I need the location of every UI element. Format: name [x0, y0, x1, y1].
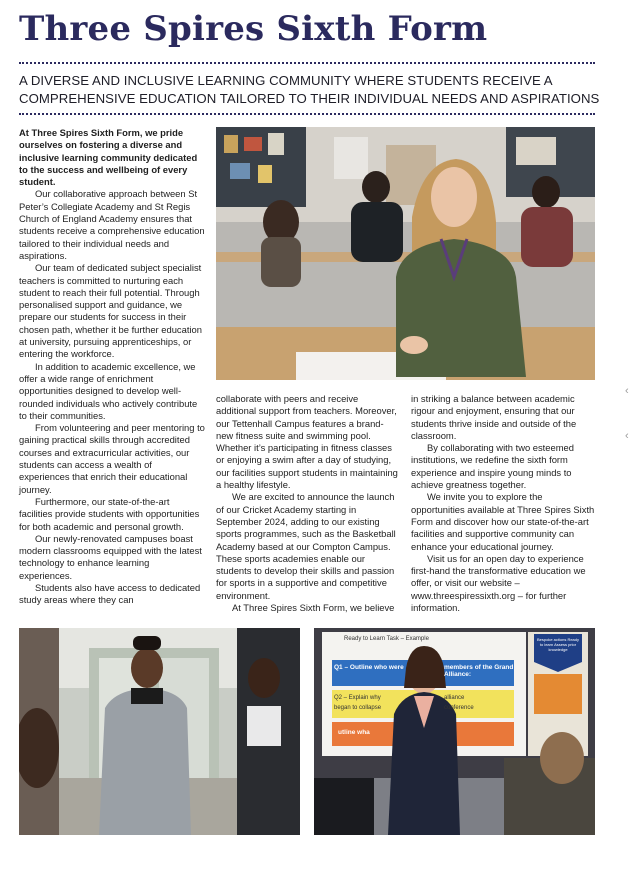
body-paragraph: We are excited to announce the launch of our Cricket Academy starting in September 2024, adding to our existing sports programmes, such as the Basketball Academy based at our Compton Campus. These sports academies enable our students to develop their skills and passion for sports in a supportive and competitive environment. — [216, 491, 396, 601]
classroom-photo — [216, 127, 595, 380]
body-paragraph: By collaborating with two esteemed institutions, we redefine the sixth form experience and inspire young minds to achieve greatness together. — [411, 442, 574, 491]
teacher-presentation-photo — [314, 628, 595, 835]
slide-q2: Q2 – Explain why — [334, 695, 381, 701]
body-paragraph: Students also have access to dedicated study areas where they can — [19, 581, 201, 606]
article-column-2 — [216, 393, 399, 614]
lead-paragraph: At Three Spires Sixth Form, we pride ourselves on fostering a diverse and inclusive learning community dedicated to the success and wellbeing of every student. — [19, 127, 198, 188]
body-paragraph: collaborate with peers and receive additional support from teachers. Moreover, our Tettenhall Campus features a brand-new fitness suite and swimming pool. Whether it’s participating in fitness classes or enjoying a swim after a day of studying, our facilities support students in maintaining a healthy lifestyle. — [216, 393, 398, 491]
body-paragraph: We invite you to explore the opportunities available at Three Spires Sixth Form and discover how our state-of-the-art facilities and supportive community can enhance your educational journey. — [411, 491, 595, 552]
slide-badge: Bespoke actions Ready to learn Assess prior knowledge — [536, 637, 580, 652]
body-paragraph: Our team of dedicated subject specialist teachers is committed to nurturing each student to reach their full potential. Through personalised support and guidance, we prepare our students for success in their chosen path, whether it be further education at university, pursuing apprenticeships, or entering the workforce. — [19, 262, 202, 360]
page-title: Three Spires Sixth Form — [19, 9, 488, 49]
body-paragraph: in striking a balance between academic rigour and enjoyment, ensuring that our students thrive inside and outside of the classroom. — [411, 393, 577, 441]
slide-q1: Q1 – Outline who were — [334, 664, 404, 671]
next-page-chevron-icon[interactable]: ‹ — [625, 385, 629, 397]
slide-heading: Ready to Learn Task – Example — [344, 636, 429, 642]
article-standfirst: A DIVERSE AND INCLUSIVE LEARNING COMMUNITY WHERE STUDENTS RECEIVE A COMPREHENSIVE EDUCATION TAILORED TO THEIR INDIVIDUAL NEEDS AND ASPIRATIONS — [19, 73, 600, 106]
body-paragraph: Our collaborative approach between St Peter’s Collegiate Academy and St Regis Church of England Academy ensures that students receive a comprehensive education tailored to their individual needs and aspirations. — [19, 188, 205, 261]
body-paragraph: From volunteering and peer mentoring to gaining practical skills through accredited courses and extracurricular activities, our students can access a wealth of experiences that enrich their educational journey. — [19, 422, 205, 495]
article-column-1 — [19, 127, 205, 607]
body-paragraph: In addition to academic excellence, we offer a wide range of enrichment opportunities designed to develop well-rounded individuals who actively contribute to their communities. — [19, 360, 198, 421]
slide-q2-continued: alliance — [444, 695, 465, 701]
top-dotted-rule — [19, 62, 595, 64]
previous-page-chevron-icon[interactable]: ‹ — [625, 430, 629, 442]
body-paragraph: Our newly-renovated campuses boast modern classrooms equipped with the latest technology to enhance learning experiences. — [19, 532, 202, 581]
slide-q2-line2-continued: conference — [444, 705, 474, 711]
slide-q2-line2: began to collapse — [334, 705, 382, 711]
slide-q1-continued: members of the Grand Alliance: — [444, 664, 514, 678]
students-conversation-photo — [19, 628, 300, 835]
body-paragraph: At Three Spires Sixth Form, we believe — [232, 602, 395, 614]
bottom-dotted-rule — [19, 113, 595, 115]
article-column-3 — [411, 393, 597, 614]
slide-q3: utline wha — [338, 729, 370, 736]
body-paragraph: Furthermore, our state-of-the-art facilities provide students with opportunities for both academic and personal growth. — [19, 495, 200, 532]
body-paragraph: Visit us for an open day to experience first-hand the transformative education we offer, or visit our website – www.threespiressixth.org – for further information. — [411, 552, 586, 614]
